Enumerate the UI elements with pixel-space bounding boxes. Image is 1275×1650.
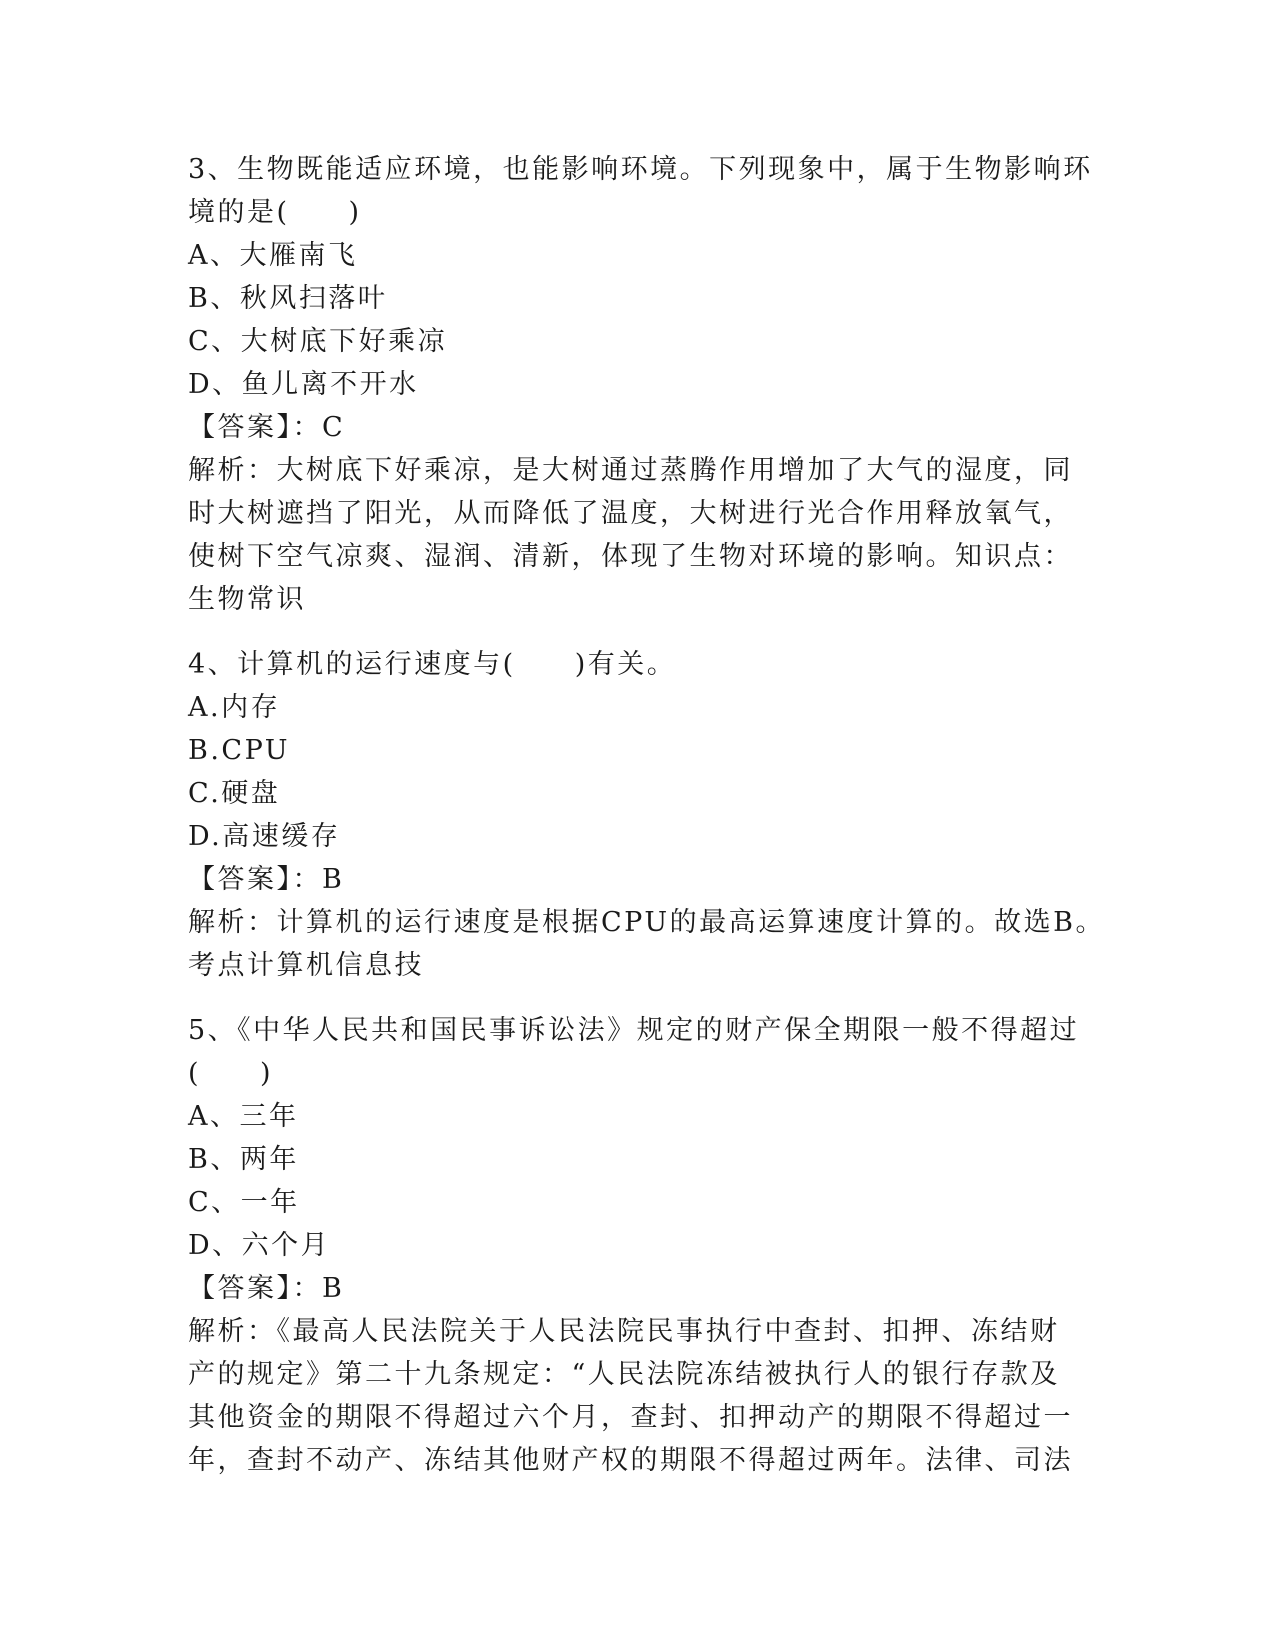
option-b: B、两年 (188, 1144, 299, 1175)
question-stem-line: 境的是( ) (188, 197, 362, 228)
document-page (188, 148, 1105, 1482)
question-stem-line: 4、计算机的运行速度与( )有关。 (188, 649, 677, 680)
question-stem-line: 3、生物既能适应环境，也能影响环境。下列现象中，属于生物影响环 (188, 154, 1093, 185)
explanation-line: 解析：大树底下好乘凉，是大树通过蒸腾作用增加了大气的湿度，同 (188, 455, 1073, 486)
explanation-line: 解析：计算机的运行速度是根据CPU的最高运算速度计算的。故选B。 (188, 907, 1105, 938)
explanation-line: 解析：《最高人民法院关于人民法院民事执行中查封、扣押、冻结财 (188, 1316, 1060, 1347)
question-block (188, 148, 1093, 621)
question-block (188, 1009, 1088, 1482)
question-spacer (188, 621, 1088, 643)
explanation-line: 年，查封不动产、冻结其他财产权的期限不得超过两年。法律、司法 (188, 1445, 1073, 1476)
explanation-line: 生物常识 (188, 584, 306, 615)
answer-line: 【答案】：B (188, 1273, 345, 1304)
option-c: C、大树底下好乘凉 (188, 326, 448, 357)
answer-line: 【答案】：C (188, 412, 346, 443)
option-d: D、鱼儿离不开水 (188, 369, 419, 400)
explanation-line: 时大树遮挡了阳光，从而降低了温度，大树进行光合作用释放氧气， (188, 498, 1073, 529)
explanation-line: 产的规定》第二十九条规定：“人民法院冻结被执行人的银行存款及 (188, 1359, 1060, 1390)
option-d: D.高速缓存 (188, 821, 341, 852)
option-a: A.内存 (188, 692, 281, 723)
explanation-line: 其他资金的期限不得超过六个月，查封、扣押动产的期限不得超过一 (188, 1402, 1073, 1433)
question-spacer (188, 987, 1088, 1009)
option-b: B、秋风扫落叶 (188, 283, 388, 314)
question-stem-line: 5、《中华人民共和国民事诉讼法》规定的财产保全期限一般不得超过 (188, 1015, 1080, 1046)
explanation-line: 使树下空气凉爽、湿润、清新，体现了生物对环境的影响。知识点： (188, 541, 1073, 572)
option-c: C、一年 (188, 1187, 300, 1218)
question-stem-line: ( ) (188, 1058, 274, 1089)
option-c: C.硬盘 (188, 778, 281, 809)
question-block (188, 643, 1105, 987)
answer-line: 【答案】：B (188, 864, 345, 895)
option-a: A、大雁南飞 (188, 240, 358, 271)
explanation-line: 考点计算机信息技 (188, 950, 424, 981)
option-a: A、三年 (188, 1101, 299, 1132)
option-b: B.CPU (188, 735, 291, 766)
option-d: D、六个月 (188, 1230, 331, 1261)
